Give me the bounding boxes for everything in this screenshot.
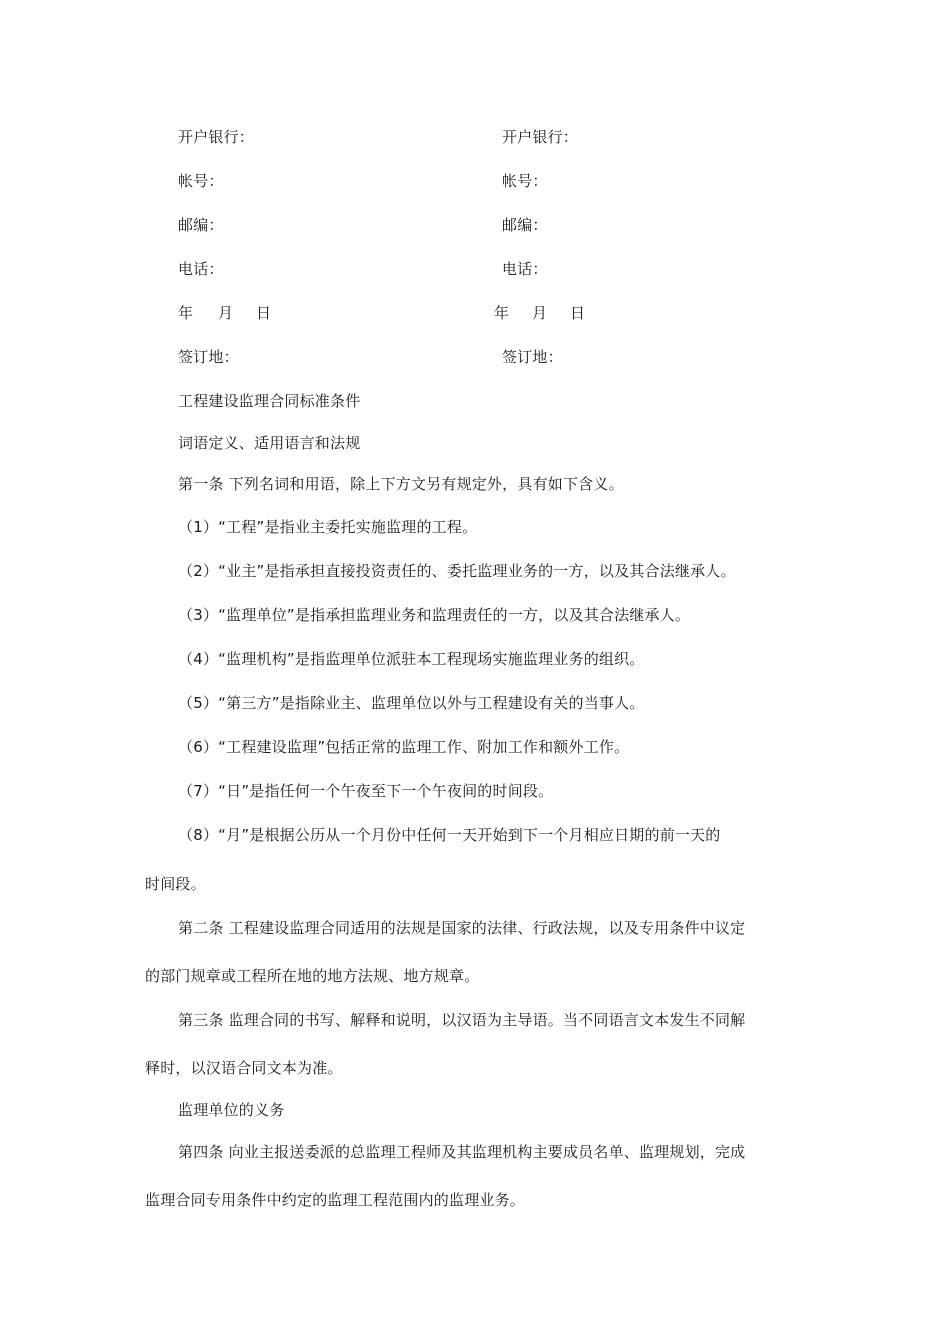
left-phone-label: 电话： [178, 260, 224, 278]
right-date-day: 日 [570, 304, 586, 322]
definition-item: （7）“日”是指任何一个午夜至下一个午夜间的时间段。 [178, 782, 554, 800]
left-account-label: 帐号： [178, 172, 224, 190]
article-3-line-2: 释时，以汉语合同文本为准。 [145, 1059, 343, 1077]
definition-item: （3）“监理单位”是指承担监理业务和监理责任的一方，以及其合法继承人。 [178, 606, 691, 624]
left-date-day: 日 [256, 304, 272, 322]
right-date-month: 月 [532, 304, 548, 322]
left-bank-label: 开户银行： [178, 128, 255, 146]
definition-item: （1）“工程”是指业主委托实施监理的工程。 [178, 518, 478, 536]
left-date-year: 年 [178, 304, 194, 322]
definition-item: （8）“月”是根据公历从一个月份中任何一天开始到下一个月相应日期的前一天的 [178, 826, 721, 844]
right-phone-label: 电话： [502, 260, 548, 278]
section-heading-definitions: 词语定义、适用语言和法规 [178, 434, 361, 452]
article-4-line-1: 第四条 向业主报送委派的总监理工程师及其监理机构主要成员名单、监理规划，完成 [178, 1143, 746, 1161]
right-bank-label: 开户银行： [502, 128, 579, 146]
article-3-line-1: 第三条 监理合同的书写、解释和说明，以汉语为主导语。当不同语言文本发生不同解 [178, 1011, 746, 1029]
right-account-label: 帐号： [502, 172, 548, 190]
right-place-label: 签订地： [502, 348, 563, 366]
left-place-label: 签订地： [178, 348, 239, 366]
definition-item: （6）“工程建设监理”包括正常的监理工作、附加工作和额外工作。 [178, 738, 630, 756]
definition-item: （4）“监理机构”是指监理单位派驻本工程现场实施监理业务的组织。 [178, 650, 645, 668]
article-1: 第一条 下列名词和用语，除上下方文另有规定外，具有如下含义。 [178, 475, 624, 493]
article-4-line-2: 监理合同专用条件中约定的监理工程范围内的监理业务。 [145, 1191, 526, 1209]
definition-item: （5）“第三方”是指除业主、监理单位以外与工程建设有关的当事人。 [178, 694, 645, 712]
left-date-month: 月 [218, 304, 234, 322]
definition-item: （2）“业主”是指承担直接投资责任的、委托监理业务的一方，以及其合法继承人。 [178, 562, 736, 580]
right-postcode-label: 邮编： [502, 216, 548, 234]
left-postcode-label: 邮编： [178, 216, 224, 234]
article-2-line-1: 第二条 工程建设监理合同适用的法规是国家的法律、行政法规，以及专用条件中议定 [178, 919, 746, 937]
document-title: 工程建设监理合同标准条件 [178, 392, 361, 410]
definition-item-continuation: 时间段。 [145, 875, 206, 893]
section-heading-obligations: 监理单位的义务 [178, 1101, 285, 1119]
right-date-year: 年 [494, 304, 510, 322]
article-2-line-2: 的部门规章或工程所在地的地方法规、地方规章。 [145, 967, 480, 985]
